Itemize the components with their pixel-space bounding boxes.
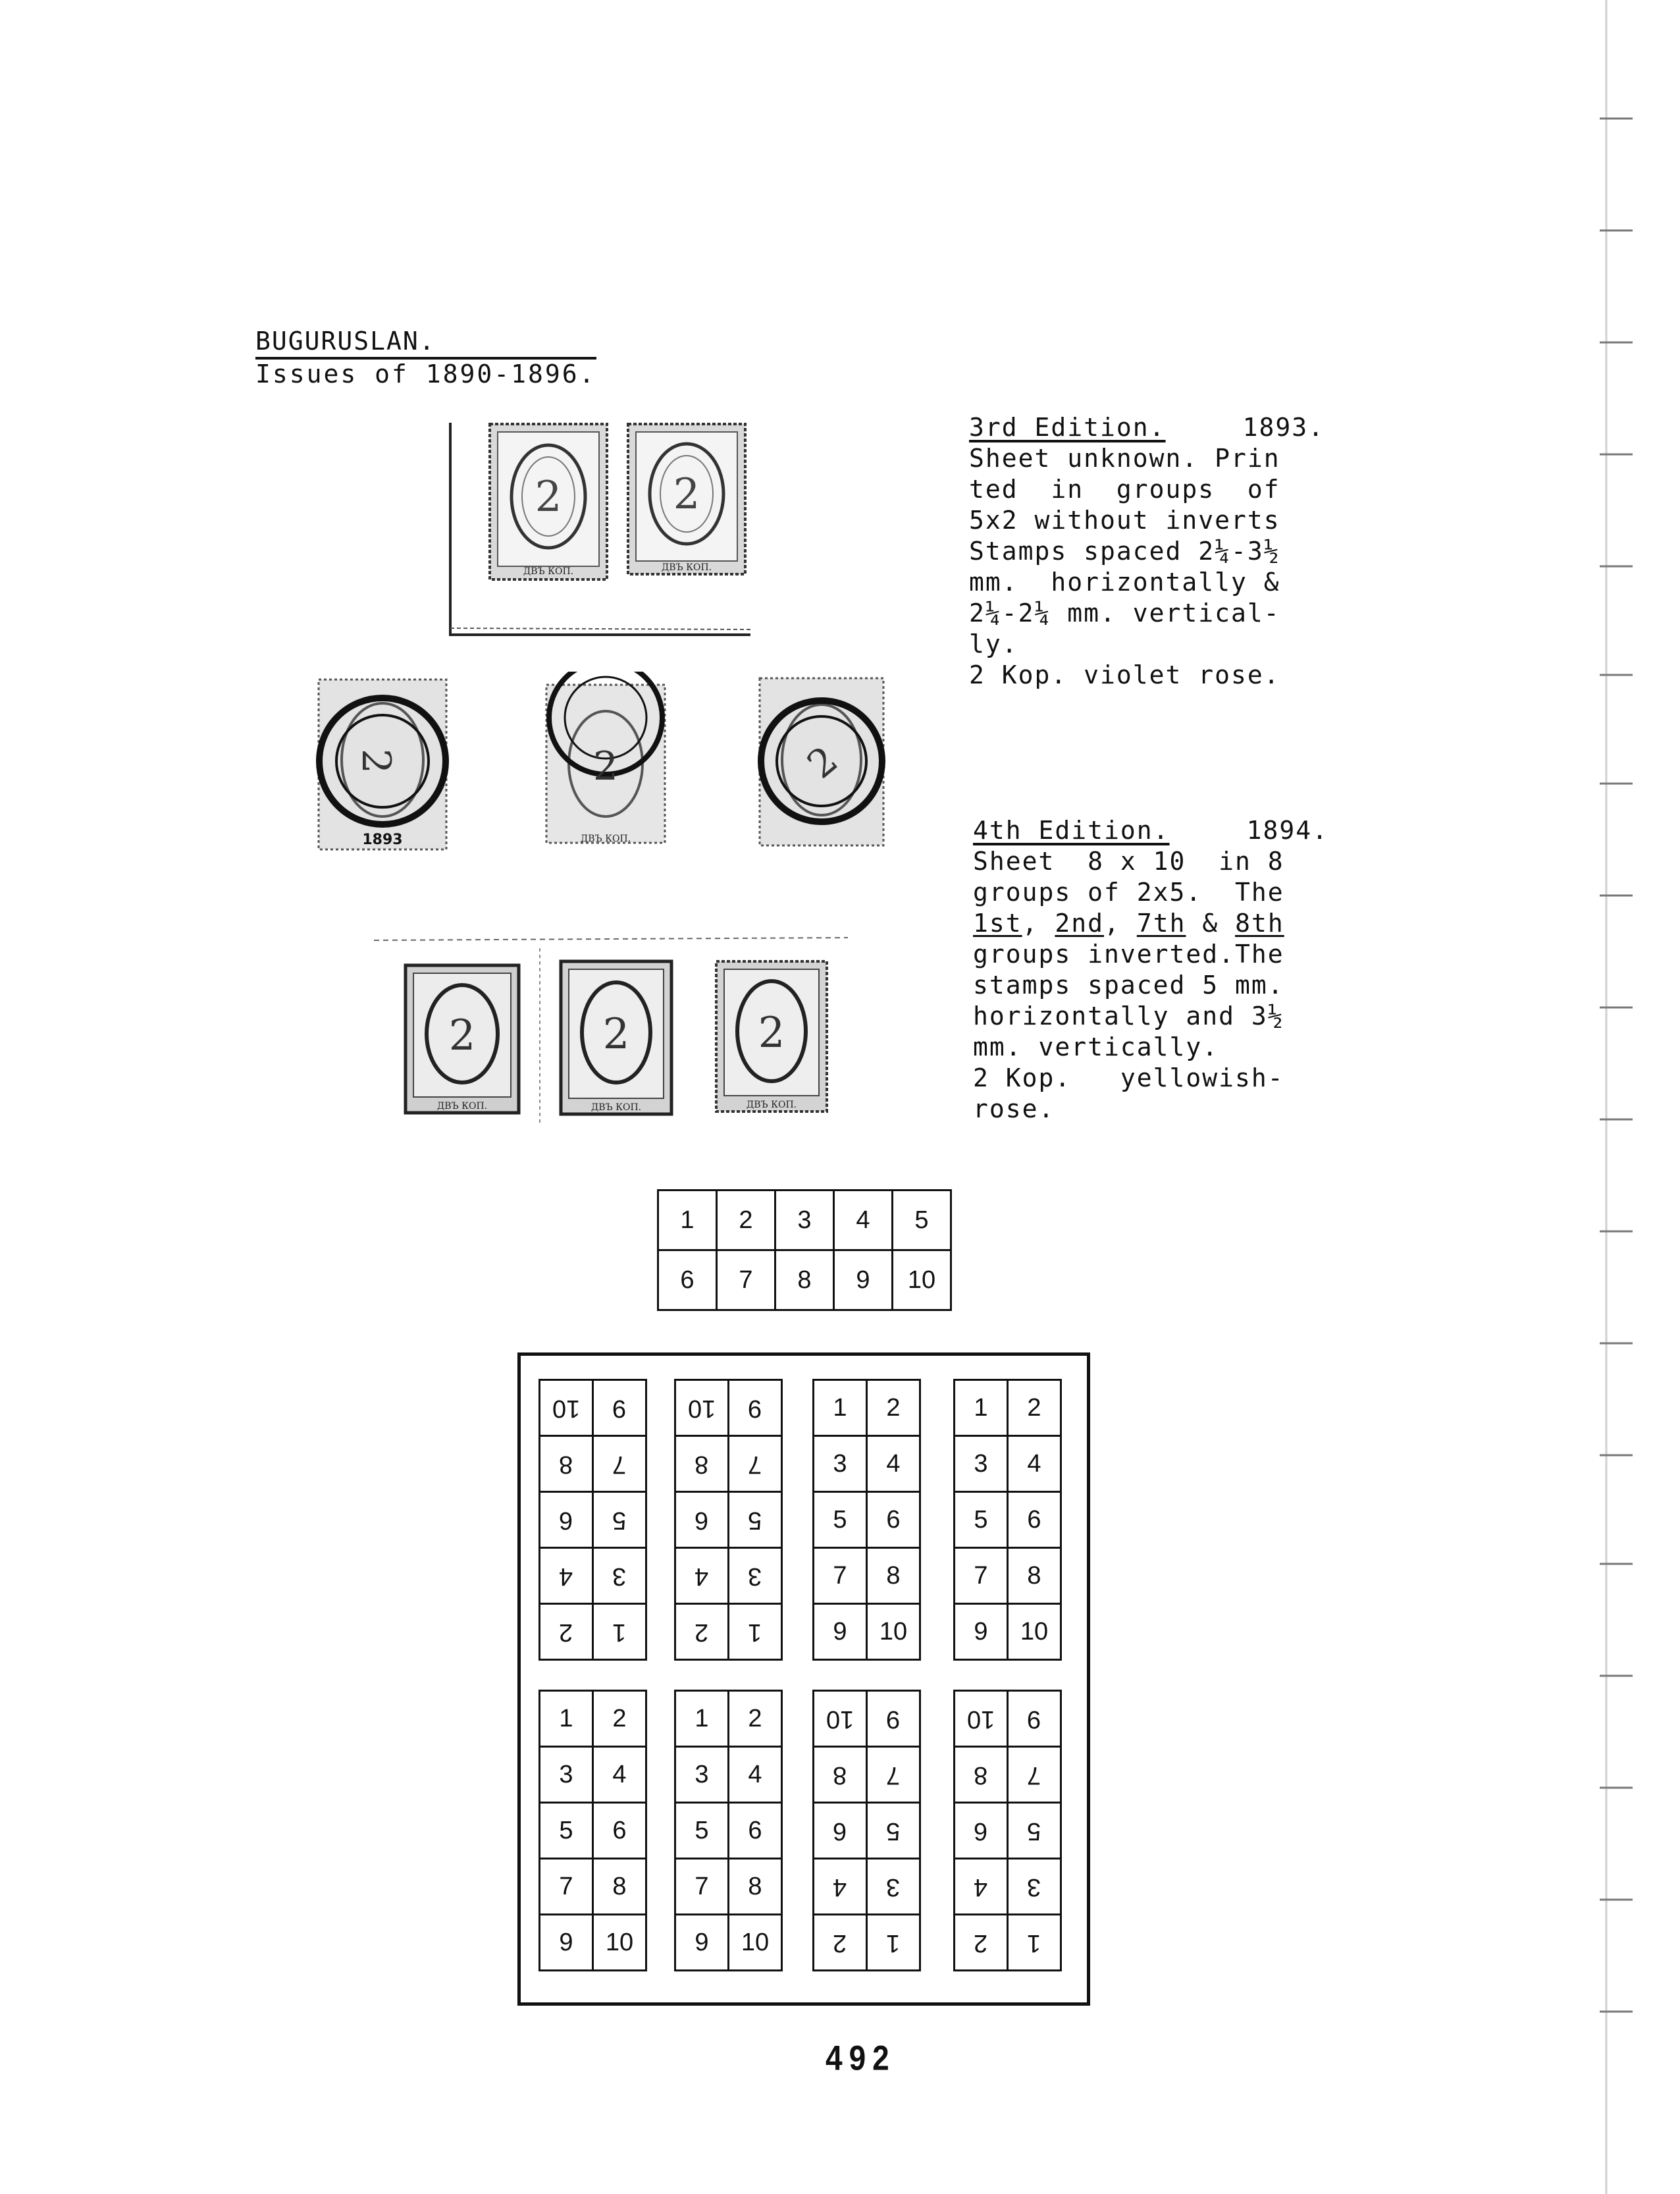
edition-3-description bbox=[969, 412, 1325, 691]
grid-cell bbox=[675, 1548, 729, 1604]
edition-3-line: ly. bbox=[969, 629, 1018, 658]
grid-cell bbox=[1008, 1380, 1061, 1436]
stamp-pair-left bbox=[487, 421, 610, 582]
edition-4-line: stamps spaced 5 mm. bbox=[973, 971, 1284, 1000]
edition-3-line: 2 Kop. violet rose. bbox=[969, 660, 1280, 689]
grid-cell bbox=[540, 1859, 593, 1915]
cell-number: 6 bbox=[1027, 1505, 1041, 1534]
group-row bbox=[540, 1436, 646, 1492]
cell-number: 8 bbox=[886, 1561, 901, 1590]
edition-3-line: mm. horizontally & bbox=[969, 568, 1280, 597]
inverted-number: 4 bbox=[974, 1873, 988, 1901]
inverted-number: 5 bbox=[612, 1506, 627, 1534]
inverted-number: 3 bbox=[1027, 1873, 1041, 1901]
group-row bbox=[675, 1691, 782, 1747]
inverted-number: 6 bbox=[695, 1506, 709, 1534]
svg-text:ДВЪ КОП.: ДВЪ КОП. bbox=[436, 1101, 488, 1111]
group-row bbox=[675, 1548, 782, 1604]
stamp-cancelled-1 bbox=[315, 676, 450, 853]
grid-cell bbox=[675, 1436, 729, 1492]
cell-number: 3 bbox=[695, 1760, 709, 1788]
grid-cell bbox=[1008, 1803, 1061, 1859]
stamp-cancelled-3 bbox=[756, 674, 887, 849]
cell-number: 2 bbox=[886, 1393, 901, 1422]
edition-4-line: 2 Kop. yellowish- bbox=[973, 1063, 1284, 1092]
grid-cell bbox=[1008, 1548, 1061, 1604]
group-row bbox=[955, 1747, 1061, 1803]
svg-text:2: 2 bbox=[673, 470, 700, 519]
edition-3-year: 1893. bbox=[1242, 413, 1325, 442]
grid-cell bbox=[593, 1492, 646, 1548]
cell-number: 6 bbox=[886, 1505, 901, 1534]
grid-cell bbox=[955, 1747, 1008, 1803]
grid-cell bbox=[675, 1380, 729, 1436]
grid-cell bbox=[593, 1604, 646, 1660]
cell-number: 7 bbox=[974, 1561, 988, 1590]
grid-cell bbox=[729, 1548, 782, 1604]
edition-4-heading: 4th Edition. bbox=[973, 816, 1170, 845]
inverted-number: 2 bbox=[833, 1929, 847, 1957]
cell-number: 4 bbox=[1027, 1449, 1041, 1478]
inverted-number: 7 bbox=[748, 1450, 762, 1478]
svg-text:2: 2 bbox=[799, 737, 847, 788]
group-block-6-upright bbox=[674, 1690, 783, 1971]
grid-cell: 9 bbox=[834, 1250, 893, 1310]
edition-3-line: 2¼-2¼ mm. vertical- bbox=[969, 599, 1280, 628]
grid-cell bbox=[540, 1747, 593, 1803]
grid-cell: 4 bbox=[834, 1191, 893, 1250]
grid-cell bbox=[675, 1803, 729, 1859]
group-row bbox=[540, 1604, 646, 1660]
group-row bbox=[955, 1548, 1061, 1604]
grid-cell bbox=[955, 1436, 1008, 1492]
inverted-number: 7 bbox=[612, 1450, 627, 1478]
group-row bbox=[955, 1492, 1061, 1548]
inverted-number: 7 bbox=[1027, 1761, 1041, 1789]
edition-4-line: rose. bbox=[973, 1094, 1055, 1123]
cell-number: 1 bbox=[974, 1393, 988, 1422]
grid-cell: 5 bbox=[893, 1191, 951, 1250]
grid-cell bbox=[814, 1436, 867, 1492]
grid-cell bbox=[593, 1436, 646, 1492]
page-subtitle: Issues of 1890-1896. bbox=[255, 360, 596, 388]
inverted-number: 5 bbox=[1027, 1817, 1041, 1845]
cell-number: 2 bbox=[612, 1704, 627, 1732]
grid-cell: 7 bbox=[717, 1250, 775, 1310]
cell-number: 6 bbox=[748, 1816, 762, 1844]
stamp-single-3 bbox=[714, 959, 829, 1114]
group-row bbox=[955, 1803, 1061, 1859]
grid-cell bbox=[867, 1691, 920, 1747]
group-row bbox=[675, 1380, 782, 1436]
svg-text:ДВЪ КОП.: ДВЪ КОП. bbox=[591, 1102, 642, 1113]
grid-cell bbox=[955, 1492, 1008, 1548]
grid-cell bbox=[540, 1436, 593, 1492]
grid-cell bbox=[540, 1492, 593, 1548]
grid-cell bbox=[955, 1604, 1008, 1660]
edition-4-line: horizontally and 3½ bbox=[973, 1002, 1284, 1030]
edition-3-heading: 3rd Edition. bbox=[969, 413, 1166, 442]
grid-cell bbox=[540, 1803, 593, 1859]
inverted-number: 8 bbox=[974, 1761, 988, 1789]
grid-cell bbox=[867, 1492, 920, 1548]
group-row bbox=[814, 1492, 920, 1548]
grid-cell bbox=[955, 1915, 1008, 1971]
grid-cell bbox=[955, 1380, 1008, 1436]
grid-cell bbox=[540, 1604, 593, 1660]
grid-cell bbox=[814, 1380, 867, 1436]
group-row bbox=[540, 1803, 646, 1859]
group-block-7-inverted bbox=[812, 1690, 921, 1971]
group-row bbox=[814, 1691, 920, 1747]
edition-4-line: mm. vertically. bbox=[973, 1032, 1219, 1061]
group-block-4-upright bbox=[953, 1379, 1062, 1661]
inverted-number: 7 bbox=[886, 1761, 901, 1789]
grid-cell bbox=[729, 1859, 782, 1915]
group-block-5-upright bbox=[538, 1690, 647, 1971]
inverted-number: 3 bbox=[612, 1562, 627, 1590]
page-title: BUGURUSLAN. bbox=[255, 327, 436, 356]
inverted-number: 9 bbox=[886, 1705, 901, 1733]
grid-cell bbox=[540, 1380, 593, 1436]
inverted-number: 4 bbox=[559, 1562, 573, 1590]
edition-3-line: Sheet unknown. Prin bbox=[969, 444, 1280, 473]
group-row bbox=[540, 1380, 646, 1436]
cell-number: 4 bbox=[612, 1760, 627, 1788]
cell-number: 9 bbox=[559, 1928, 573, 1956]
inverted-number: 2 bbox=[695, 1618, 709, 1646]
grid-cell bbox=[540, 1548, 593, 1604]
inverted-number: 5 bbox=[886, 1817, 901, 1845]
grid-cell bbox=[867, 1747, 920, 1803]
grid-cell: 2 bbox=[717, 1191, 775, 1250]
group-row bbox=[955, 1436, 1061, 1492]
grid-cell bbox=[729, 1436, 782, 1492]
cell-number: 5 bbox=[974, 1505, 988, 1534]
grid-cell bbox=[593, 1915, 646, 1971]
grid-cell bbox=[1008, 1604, 1061, 1660]
group-row bbox=[540, 1915, 646, 1971]
group-row bbox=[675, 1436, 782, 1492]
cell-number: 7 bbox=[559, 1872, 573, 1900]
group-row bbox=[658, 1250, 951, 1310]
svg-text:2: 2 bbox=[592, 743, 619, 789]
grid-cell bbox=[675, 1604, 729, 1660]
cell-number: 4 bbox=[748, 1760, 762, 1788]
group-row bbox=[658, 1191, 951, 1250]
edition-4-description bbox=[973, 815, 1328, 1125]
edition-4-line: groups of 2x5. The bbox=[973, 878, 1284, 907]
grid-cell bbox=[1008, 1859, 1061, 1915]
edition-4-line: groups inverted.The bbox=[973, 940, 1284, 969]
grid-cell bbox=[1008, 1436, 1061, 1492]
edition-4-line: Sheet 8 x 10 in 8 bbox=[973, 847, 1284, 876]
svg-text:ДВЪ КОП.: ДВЪ КОП. bbox=[746, 1100, 797, 1110]
cell-number: 3 bbox=[974, 1449, 988, 1478]
cell-number: 1 bbox=[559, 1704, 573, 1732]
inverted-number: 9 bbox=[612, 1394, 627, 1422]
grid-cell bbox=[1008, 1915, 1061, 1971]
cell-number: 4 bbox=[886, 1449, 901, 1478]
grid-cell bbox=[675, 1691, 729, 1747]
inverted-number: 4 bbox=[695, 1562, 709, 1590]
cell-number: 2 bbox=[748, 1704, 762, 1732]
grid-cell bbox=[1008, 1492, 1061, 1548]
cell-number: 9 bbox=[833, 1617, 847, 1646]
grid-cell: 1 bbox=[658, 1191, 717, 1250]
group-row bbox=[540, 1747, 646, 1803]
grid-cell bbox=[729, 1604, 782, 1660]
stamp-numeral: 2 bbox=[535, 473, 562, 522]
group-row bbox=[814, 1380, 920, 1436]
grid-cell bbox=[729, 1691, 782, 1747]
stamp-single-1 bbox=[403, 963, 521, 1115]
cell-number: 8 bbox=[612, 1872, 627, 1900]
grid-cell bbox=[867, 1548, 920, 1604]
grid-cell bbox=[867, 1803, 920, 1859]
cell-number: 2 bbox=[1027, 1393, 1041, 1422]
grid-cell bbox=[814, 1492, 867, 1548]
grid-cell bbox=[867, 1380, 920, 1436]
edition-3-line: 5x2 without inverts bbox=[969, 506, 1280, 535]
cell-number: 1 bbox=[833, 1393, 847, 1422]
cell-number: 6 bbox=[612, 1816, 627, 1844]
group-row bbox=[955, 1859, 1061, 1915]
grid-cell bbox=[814, 1747, 867, 1803]
inverted-number: 8 bbox=[559, 1450, 573, 1478]
inverted-number: 2 bbox=[974, 1929, 988, 1957]
edition-4-inverted-groups-line: 1st, 2nd, 7th & 8th bbox=[973, 909, 1284, 938]
grid-cell bbox=[867, 1859, 920, 1915]
inverted-number: 6 bbox=[833, 1817, 847, 1845]
cell-number: 1 bbox=[695, 1704, 709, 1732]
group-row bbox=[675, 1747, 782, 1803]
inverted-number: 4 bbox=[833, 1873, 847, 1901]
inverted-number: 10 bbox=[552, 1394, 581, 1422]
group-row bbox=[955, 1380, 1061, 1436]
cell-number: 7 bbox=[833, 1561, 847, 1590]
grid-cell bbox=[593, 1691, 646, 1747]
cell-number: 10 bbox=[879, 1617, 908, 1646]
inverted-number: 10 bbox=[966, 1705, 995, 1733]
group-block-8-inverted bbox=[953, 1690, 1062, 1971]
grid-cell bbox=[675, 1859, 729, 1915]
group-row bbox=[540, 1548, 646, 1604]
grid-cell bbox=[729, 1492, 782, 1548]
cell-number: 9 bbox=[974, 1617, 988, 1646]
inverted-number: 1 bbox=[748, 1618, 762, 1646]
svg-text:2: 2 bbox=[602, 1010, 630, 1059]
grid-cell bbox=[814, 1691, 867, 1747]
inverted-number: 8 bbox=[695, 1450, 709, 1478]
binder-edge bbox=[1593, 0, 1680, 2194]
grid-cell bbox=[955, 1803, 1008, 1859]
stamp-denomination: ДВЪ КОП. bbox=[523, 566, 574, 577]
grid-cell bbox=[593, 1747, 646, 1803]
group-block-3-upright bbox=[812, 1379, 921, 1661]
inverted-number: 10 bbox=[826, 1705, 854, 1733]
inverted-number: 6 bbox=[974, 1817, 988, 1845]
group-row bbox=[955, 1915, 1061, 1971]
grid-cell bbox=[955, 1691, 1008, 1747]
grid-cell bbox=[675, 1747, 729, 1803]
group-block-1-inverted bbox=[538, 1379, 647, 1661]
grid-cell bbox=[540, 1915, 593, 1971]
group-row bbox=[814, 1747, 920, 1803]
cell-number: 7 bbox=[695, 1872, 709, 1900]
grid-cell bbox=[1008, 1747, 1061, 1803]
inverted-number: 1 bbox=[612, 1618, 627, 1646]
group-block-2-inverted bbox=[674, 1379, 783, 1661]
cell-number: 3 bbox=[559, 1760, 573, 1788]
group-row bbox=[955, 1604, 1061, 1660]
grid-cell: 3 bbox=[775, 1191, 834, 1250]
stamp-single-2 bbox=[558, 959, 674, 1117]
cell-number: 10 bbox=[605, 1928, 634, 1956]
group-row bbox=[675, 1492, 782, 1548]
grid-cell bbox=[814, 1803, 867, 1859]
svg-text:ДВЪ КОП.: ДВЪ КОП. bbox=[661, 562, 712, 573]
cell-number: 10 bbox=[741, 1928, 770, 1956]
cell-number: 9 bbox=[695, 1928, 709, 1956]
stamp-pair-right bbox=[625, 421, 748, 577]
grid-cell: 10 bbox=[893, 1250, 951, 1310]
cell-number: 5 bbox=[695, 1816, 709, 1844]
edition-4-year: 1894. bbox=[1246, 816, 1328, 845]
inverted-number: 9 bbox=[1027, 1705, 1041, 1733]
inverted-number: 10 bbox=[687, 1394, 716, 1422]
group-row bbox=[675, 1915, 782, 1971]
inverted-number: 1 bbox=[1027, 1929, 1041, 1957]
group-diagram bbox=[657, 1189, 952, 1311]
group-row bbox=[814, 1859, 920, 1915]
group-row bbox=[675, 1604, 782, 1660]
grid-cell bbox=[955, 1548, 1008, 1604]
grid-cell bbox=[867, 1604, 920, 1660]
grid-cell bbox=[729, 1747, 782, 1803]
inverted-number: 8 bbox=[833, 1761, 847, 1789]
grid-cell bbox=[729, 1915, 782, 1971]
inverted-number: 9 bbox=[748, 1394, 762, 1422]
grid-cell bbox=[593, 1548, 646, 1604]
grid-cell bbox=[593, 1380, 646, 1436]
grid-cell bbox=[540, 1691, 593, 1747]
cell-number: 5 bbox=[833, 1505, 847, 1534]
cell-number: 8 bbox=[1027, 1561, 1041, 1590]
group-row bbox=[540, 1859, 646, 1915]
edition-3-line: ted in groups of bbox=[969, 475, 1280, 504]
inverted-number: 2 bbox=[559, 1618, 573, 1646]
page-number: 492 bbox=[826, 2038, 896, 2077]
group-row bbox=[814, 1803, 920, 1859]
grid-cell bbox=[867, 1915, 920, 1971]
postmark-year: 1893 bbox=[362, 832, 403, 848]
group-row bbox=[540, 1691, 646, 1747]
cell-number: 8 bbox=[748, 1872, 762, 1900]
group-row bbox=[675, 1859, 782, 1915]
svg-text:2: 2 bbox=[448, 1011, 476, 1060]
grid-cell bbox=[814, 1604, 867, 1660]
grid-cell bbox=[955, 1859, 1008, 1915]
group-row bbox=[955, 1691, 1061, 1747]
cell-number: 10 bbox=[1020, 1617, 1049, 1646]
grid-cell bbox=[814, 1859, 867, 1915]
grid-cell bbox=[675, 1915, 729, 1971]
edition-3-line: Stamps spaced 2¼-3½ bbox=[969, 537, 1280, 566]
group-row bbox=[814, 1604, 920, 1660]
inverted-number: 1 bbox=[886, 1929, 901, 1957]
grid-cell bbox=[867, 1436, 920, 1492]
grid-cell bbox=[1008, 1691, 1061, 1747]
grid-cell bbox=[593, 1859, 646, 1915]
svg-text:2: 2 bbox=[353, 748, 399, 774]
grid-cell bbox=[729, 1803, 782, 1859]
grid-cell: 8 bbox=[775, 1250, 834, 1310]
grid-cell bbox=[814, 1915, 867, 1971]
group-row bbox=[814, 1915, 920, 1971]
cell-number: 5 bbox=[559, 1816, 573, 1844]
grid-cell bbox=[729, 1380, 782, 1436]
grid-cell bbox=[675, 1492, 729, 1548]
group-row bbox=[814, 1548, 920, 1604]
grid-cell bbox=[814, 1548, 867, 1604]
group-row bbox=[675, 1803, 782, 1859]
inverted-number: 3 bbox=[886, 1873, 901, 1901]
grid-cell: 6 bbox=[658, 1250, 717, 1310]
inverted-number: 6 bbox=[559, 1506, 573, 1534]
inverted-number: 5 bbox=[748, 1506, 762, 1534]
svg-text:ДВЪ КОП.: ДВЪ КОП. bbox=[580, 834, 631, 844]
group-row bbox=[540, 1492, 646, 1548]
cell-number: 3 bbox=[833, 1449, 847, 1478]
group-row bbox=[814, 1436, 920, 1492]
grid-cell bbox=[593, 1803, 646, 1859]
inverted-number: 3 bbox=[748, 1562, 762, 1590]
svg-text:2: 2 bbox=[758, 1009, 785, 1057]
stamp-cancelled-2 bbox=[537, 672, 675, 848]
